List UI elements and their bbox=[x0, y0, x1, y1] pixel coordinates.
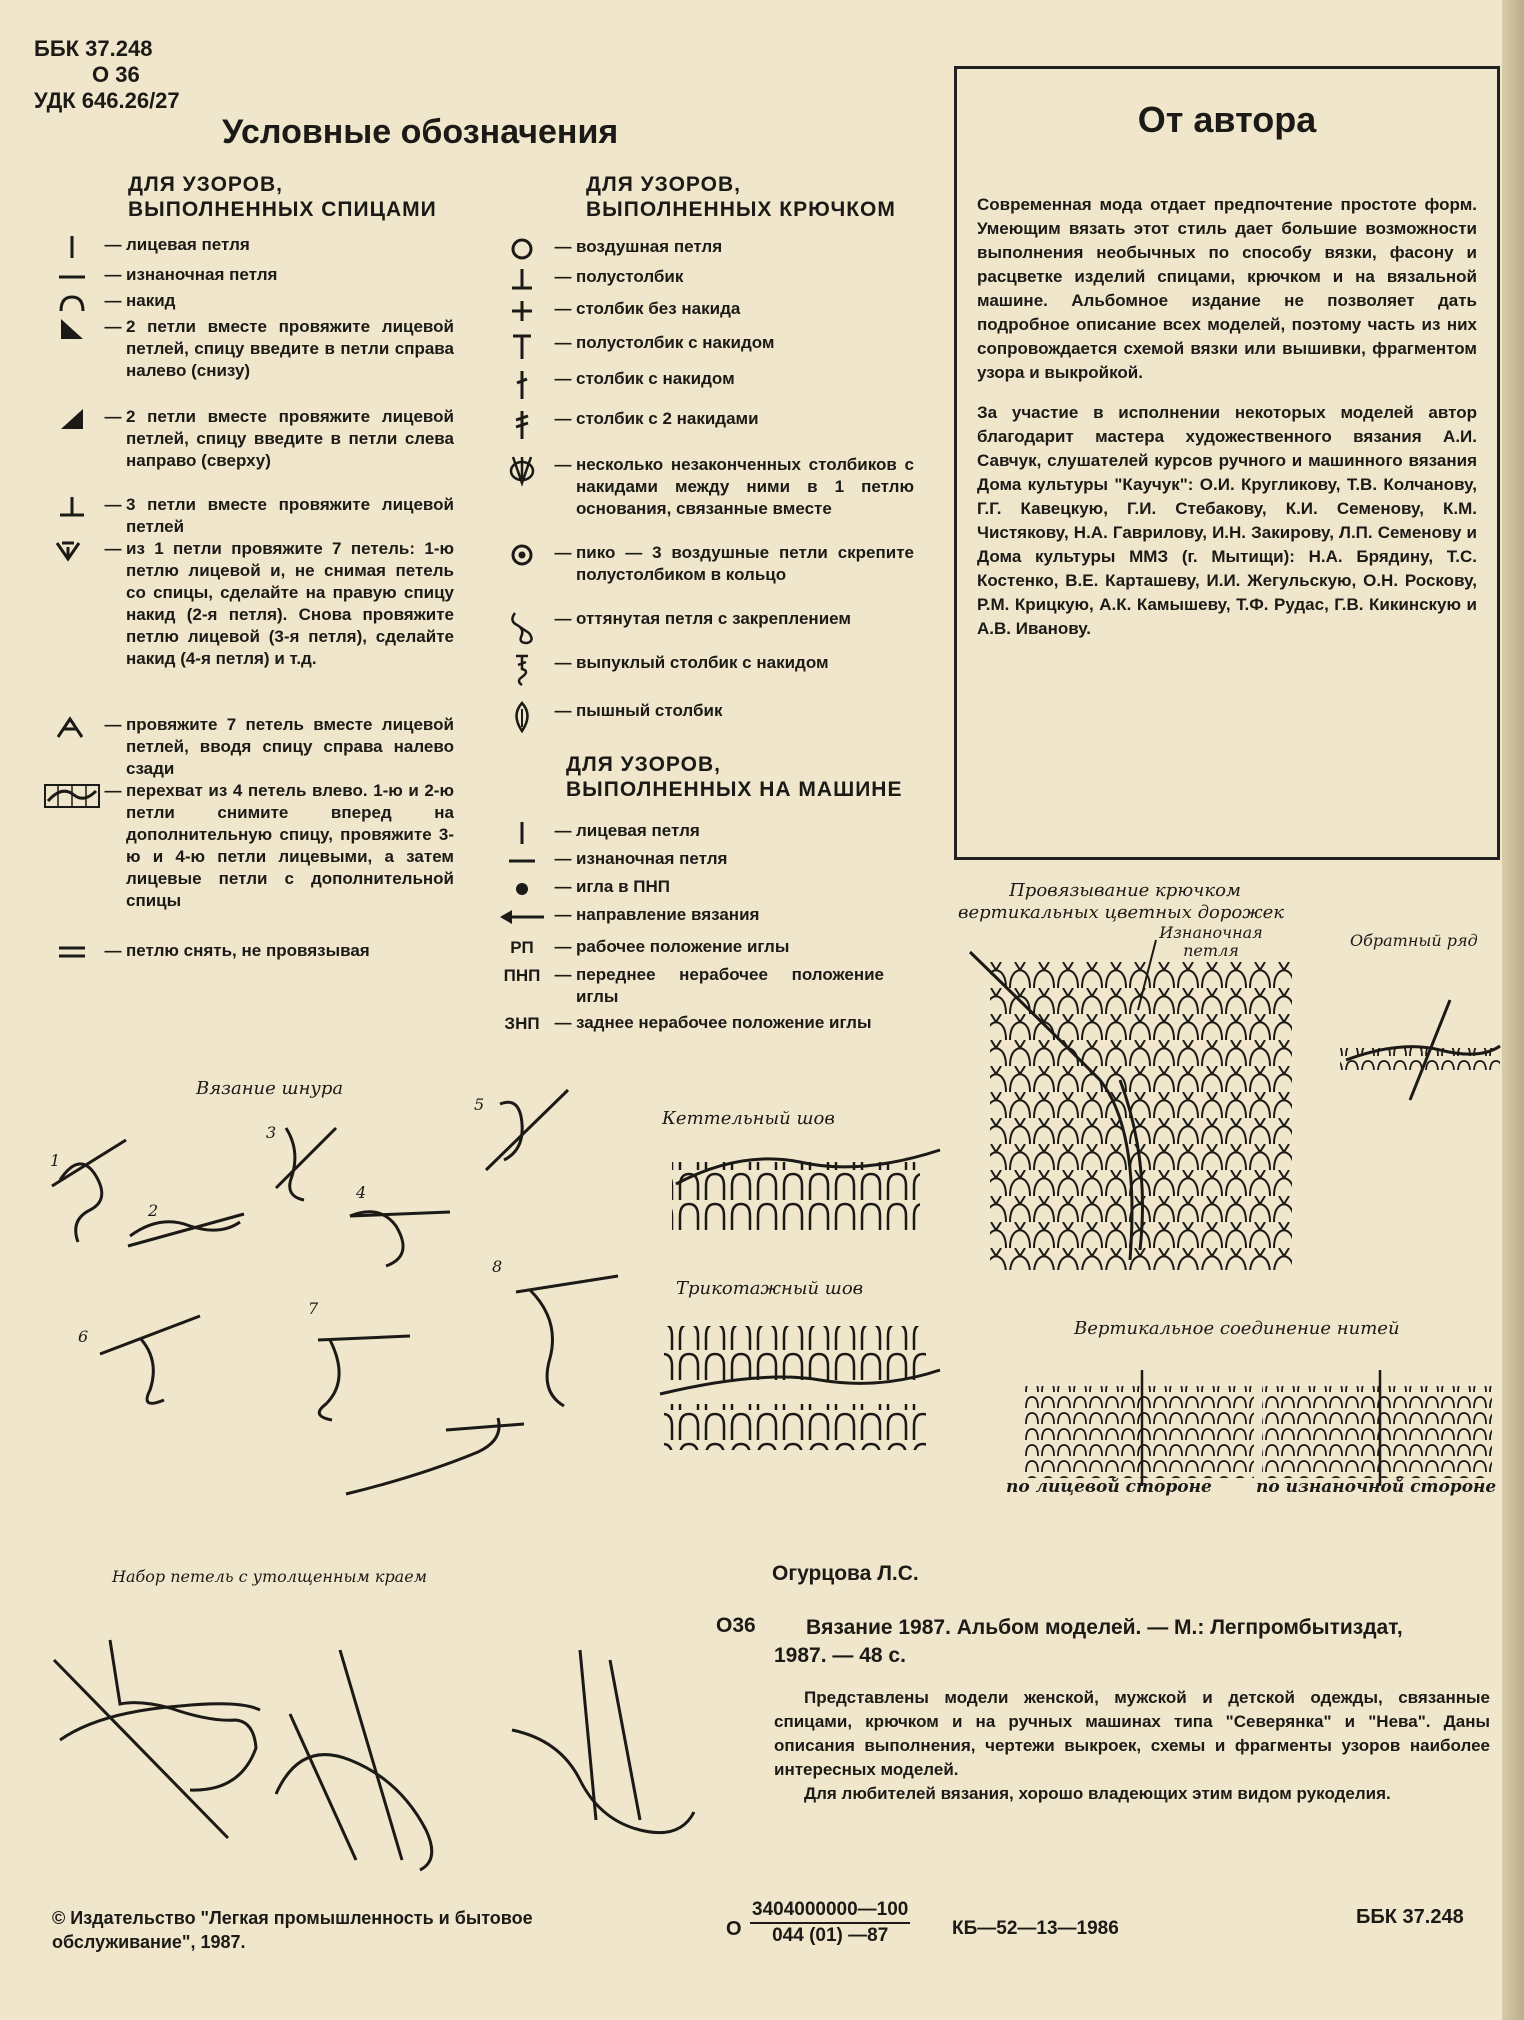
legend-text: заднее нерабочее положение иглы bbox=[576, 1013, 872, 1032]
crochet-heading-line: ВЫПОЛНЕННЫХ КРЮЧКОМ bbox=[586, 198, 896, 221]
legend-item: — столбик с 2 накидами bbox=[494, 408, 914, 441]
legend-item: — 3 петли вместе провяжите лицевой петлей bbox=[44, 494, 454, 538]
vertical-join-figure bbox=[1024, 1370, 1492, 1486]
back-side-caption: по изнаночной стороне bbox=[1256, 1477, 1497, 1497]
machine-heading-line: ДЛЯ УЗОРОВ, bbox=[566, 753, 721, 776]
legend-text: оттянутая петля с закреплением bbox=[576, 609, 851, 628]
page-edge bbox=[1502, 0, 1524, 2020]
footer-kb: КБ—52—13—1986 bbox=[952, 1918, 1119, 1939]
author-paragraph-1: Современная мода отдает предпочтение простоте форм. Умеющим вязать этот стиль дает большие возможности выполнения необычных по способу вязки, фасону и расцветке изделий спицами, крючком и на вязальной машине. Альбомное издание не позволяет дать подробное описание всех моделей, поэтому часть из них сопровождается схемой вязки или вышивки, фрагментом узора и выкройкой. bbox=[977, 195, 1477, 382]
tricot-seam-figure bbox=[660, 1326, 940, 1450]
legend-text: пико — 3 воздушные петли скрепите полустолбиком в кольцо bbox=[576, 543, 914, 584]
legend-item: — провяжите 7 петель вместе лицевой петлей, вводя спицу справа налево сзади bbox=[44, 714, 454, 780]
legend-item: — полустолбик bbox=[494, 266, 914, 291]
legend-item: — лицевая петля bbox=[494, 820, 884, 845]
catalog-annotation-1: Представлены модели женской, мужской и детской одежды, связанные спицами, крючком и на ручных машинах типа "Северянка" и "Нева". Даны описания выполнения, чертежи выкроек, схемы и фрагменты узоров наиболее интересных моделей. bbox=[774, 1688, 1490, 1779]
catalog-title-line: Вязание 1987. Альбом моделей. — М.: Легпромбытиздат, bbox=[806, 1616, 1403, 1639]
legend-item: — направление вязания bbox=[494, 904, 884, 927]
legend-text: столбик с 2 накидами bbox=[576, 409, 759, 428]
legend-abbr: РП bbox=[510, 938, 534, 957]
legend-item: — пико — 3 воздушные петли скрепите полустолбиком в кольцо bbox=[494, 542, 914, 586]
copyright-line: © Издательство "Легкая промышленность и бытовое bbox=[52, 1908, 533, 1928]
crochet-stripes-caption bbox=[1000, 880, 1250, 902]
legend-text: 2 петли вместе провяжите лицевой петлей, спицу введите в петли справа налево (снизу) bbox=[126, 317, 454, 380]
cord-step-label: 6 bbox=[78, 1327, 89, 1346]
vertical-join-caption: Вертикальное соединение нитей bbox=[1074, 1318, 1400, 1339]
legend-text: выпуклый столбик с накидом bbox=[576, 653, 829, 672]
crochet-heading-line: ДЛЯ УЗОРОВ, bbox=[586, 173, 741, 196]
legend-text: столбик без накида bbox=[576, 299, 741, 318]
udk-code: УДК 646.26/27 bbox=[34, 88, 180, 113]
legend-text: изнаночная петля bbox=[126, 265, 278, 284]
purl-loop-caption bbox=[1146, 924, 1276, 960]
legend-text: рабочее положение иглы bbox=[576, 937, 790, 956]
cord-step-label: 4 bbox=[356, 1183, 367, 1202]
catalog-author: Огурцова Л.С. bbox=[772, 1562, 919, 1585]
legend-abbr: ПНП bbox=[503, 966, 541, 985]
cord-caption: Вязание шнура bbox=[196, 1078, 344, 1099]
legend-item: — столбик с накидом bbox=[494, 368, 914, 401]
catalog-annotation-2: Для любителей вязания, хорошо владеющих этим видом рукоделия. bbox=[804, 1784, 1391, 1803]
legend-item: — накид bbox=[44, 290, 454, 313]
tricot-caption: Трикотажный шов bbox=[676, 1278, 864, 1299]
face-side-caption: по лицевой стороне bbox=[1006, 1477, 1212, 1497]
author-title: От автора bbox=[1137, 99, 1317, 140]
cast-on-caption: Набор петель с утолщенным краем bbox=[112, 1567, 427, 1586]
legend-text: столбик с накидом bbox=[576, 369, 735, 388]
legend-item: — лицевая петля bbox=[44, 234, 454, 259]
knit-heading-line: ДЛЯ УЗОРОВ, bbox=[128, 173, 283, 196]
legend-item: — несколько незаконченных столбиков с накидами между ними в 1 петлю основания, связанные вместе bbox=[494, 454, 914, 520]
catalog-title bbox=[806, 1614, 1496, 1642]
legend-item: — из 1 петли провяжите 7 петель: 1-ю петлю лицевой и, не снимая петель со спицы, сделайте на правую спицу накид (2-я петля). Снова провяжите петлю лицевой (3-я петля), сделайте накид (4-я петля) и т.д. bbox=[44, 538, 454, 670]
legend-item: РП — рабочее положение иглы bbox=[494, 936, 884, 959]
caption-line: Провязывание крючком bbox=[1009, 880, 1241, 901]
fraction-denominator: 044 (01) —87 bbox=[772, 1925, 889, 1946]
legend-item: — воздушная петля bbox=[494, 236, 914, 261]
bbk-code: ББК 37.248 bbox=[34, 36, 153, 61]
fraction-numerator: 3404000000—100 bbox=[750, 1898, 910, 1924]
footer-fraction bbox=[750, 1898, 910, 1948]
legend-text: полустолбик с накидом bbox=[576, 333, 775, 352]
legend-abbr: ЗНП bbox=[504, 1014, 540, 1033]
caption-line: Изнаночная bbox=[1159, 923, 1263, 942]
cord-knitting-figure bbox=[52, 1090, 618, 1494]
machine-heading-line: ВЫПОЛНЕННЫХ НА МАШИНЕ bbox=[566, 778, 903, 801]
footer-o: О bbox=[726, 1918, 742, 1940]
legend-text: игла в ПНП bbox=[576, 877, 670, 896]
caption-line: петля bbox=[1183, 941, 1239, 960]
cord-step-label: 3 bbox=[266, 1123, 277, 1142]
legend-item: — 2 петли вместе провяжите лицевой петлей, спицу введите в петли слева направо (сверху) bbox=[44, 406, 454, 472]
legend-text: лицевая петля bbox=[576, 821, 700, 840]
cord-step-label: 8 bbox=[492, 1257, 503, 1276]
crochet-stripes-figure bbox=[970, 940, 1292, 1270]
cord-step-label: 5 bbox=[474, 1095, 485, 1114]
legend-item: — игла в ПНП bbox=[494, 876, 884, 899]
catalog-code: О36 bbox=[716, 1614, 756, 1637]
book-code: О 36 bbox=[92, 62, 140, 87]
reverse-row-caption: Обратный ряд bbox=[1350, 931, 1478, 950]
legend-title: Условные обозначения bbox=[222, 113, 619, 151]
legend-item: — 2 петли вместе провяжите лицевой петлей, спицу введите в петли справа налево (снизу) bbox=[44, 316, 454, 382]
kettel-seam-figure bbox=[672, 1150, 940, 1232]
legend-item: — перехват из 4 петель влево. 1-ю и 2-ю петли снимите вперед на дополнительную спицу, провяжите 3-ю и 4-ю петли лицевыми, а затем лицевые петли с дополнительной спицы bbox=[44, 780, 454, 912]
legend-item: ПНП — переднее нерабочее положение иглы bbox=[494, 964, 884, 1008]
legend-item: — изнаночная петля bbox=[44, 264, 454, 287]
legend-text: несколько незаконченных столбиков с накидами между ними в 1 петлю основания, связанные вместе bbox=[576, 455, 914, 518]
catalog-title-line2: 1987. — 48 с. bbox=[774, 1644, 906, 1667]
legend-item: — выпуклый столбик с накидом bbox=[494, 652, 914, 687]
legend-text: направление вязания bbox=[576, 905, 760, 924]
legend-item: — полустолбик с накидом bbox=[494, 332, 914, 361]
footer-bbk: ББК 37.248 bbox=[1356, 1906, 1464, 1928]
legend-text: петлю снять, не провязывая bbox=[126, 941, 370, 960]
crochet-stripes-caption-line2: вертикальных цветных дорожек bbox=[958, 902, 1285, 923]
author-paragraph-2: За участие в исполнении некоторых моделей автор благодарит мастера художественного вязания А.И. Савчук, слушателей курсов ручного и машинного вязания Дома культуры "Каучук": О.И. Кругликову, Т.В. Колчанову, Г.Г. Кавецкую, Г.И. Стебакову, К.И. Семенову, К.М. Чистякову, Н.А. Гаврилову, И.Н. Закирову, Л.П. Семенову и Дома культуры ММЗ (г. Мытищи): Н.А. Брядину, Т.С. Костенко, В.Е. Карташеву, И.И. Жегульскую, О.Н. Роскову, Р.М. Крицкую, А.К. Камышеву, Т.Ф. Рудас, Г.В. Кикинскую и А.В. Иванову. bbox=[977, 403, 1477, 638]
legend-text: накид bbox=[126, 291, 176, 310]
legend-text: полустолбик bbox=[576, 267, 684, 286]
legend-text: лицевая петля bbox=[126, 235, 250, 254]
legend-text: из 1 петли провяжите 7 петель: 1-ю петлю лицевой и, не снимая петель со спицы, сделайте на правую спицу накид (2-я петля). Снова провяжите петлю лицевой (3-я петля), сделайте накид (4-я петля) и т.д. bbox=[126, 539, 454, 668]
legend-text: 3 петли вместе провяжите лицевой петлей bbox=[126, 495, 454, 536]
legend-text: перехват из 4 петель влево. 1-ю и 2-ю петли снимите вперед на дополнительную спицу, провяжите 3-ю и 4-ю петли лицевыми, а затем лицевые петли с дополнительной спицы bbox=[126, 781, 454, 910]
reverse-row-figure bbox=[1340, 1000, 1500, 1100]
legend-item: — изнаночная петля bbox=[494, 848, 884, 871]
copyright-line: обслуживание", 1987. bbox=[52, 1932, 246, 1952]
kettel-caption: Кеттельный шов bbox=[662, 1108, 835, 1129]
legend-text: 2 петли вместе провяжите лицевой петлей, спицу введите в петли слева направо (сверху) bbox=[126, 407, 454, 470]
legend-text: провяжите 7 петель вместе лицевой петлей, вводя спицу справа налево сзади bbox=[126, 715, 454, 778]
cast-on-figure bbox=[54, 1640, 694, 1870]
copyright bbox=[52, 1906, 533, 1954]
legend-item: — петлю снять, не провязывая bbox=[44, 940, 454, 963]
legend-item: — пышный столбик bbox=[494, 700, 914, 733]
legend-item: — столбик без накида bbox=[494, 298, 914, 323]
legend-item: — оттянутая петля с закреплением bbox=[494, 608, 914, 645]
cord-step-label: 7 bbox=[308, 1299, 319, 1318]
legend-text: пышный столбик bbox=[576, 701, 723, 720]
legend-item: ЗНП — заднее нерабочее положение иглы bbox=[494, 1012, 884, 1035]
legend-text: переднее нерабочее положение иглы bbox=[576, 965, 884, 1006]
legend-text: изнаночная петля bbox=[576, 849, 728, 868]
legend-text: воздушная петля bbox=[576, 237, 723, 256]
cord-step-label: 2 bbox=[148, 1201, 159, 1220]
cord-step-label: 1 bbox=[50, 1151, 61, 1170]
knit-heading-line: ВЫПОЛНЕННЫХ СПИЦАМИ bbox=[128, 198, 437, 221]
